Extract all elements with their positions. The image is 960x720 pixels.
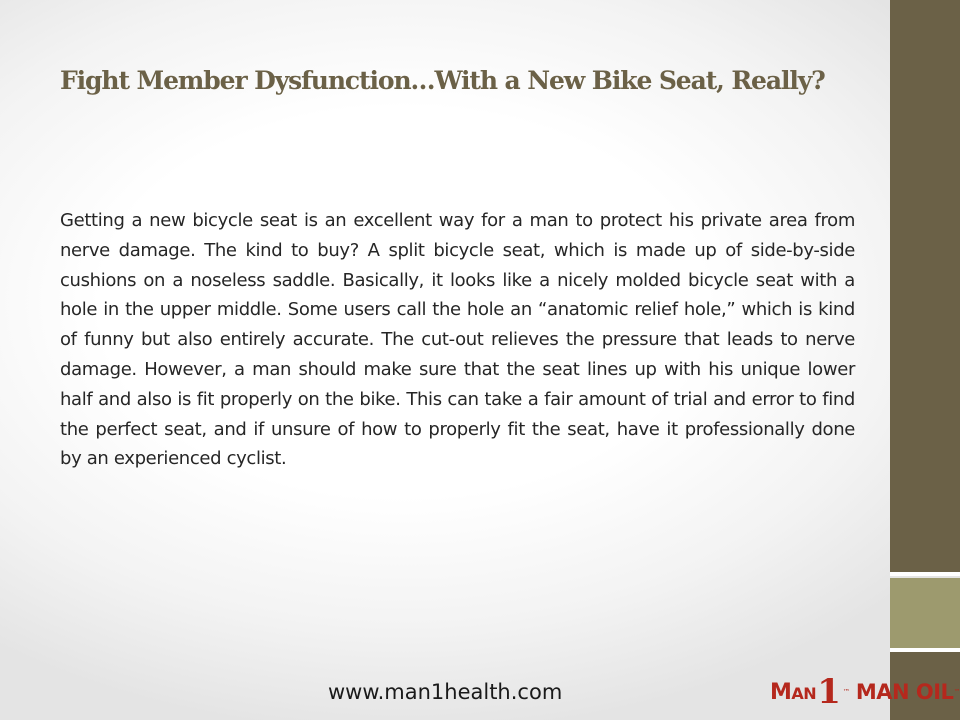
slide-title: Fight Member Dysfunction…With a New Bike Seat, Really? — [60, 66, 825, 95]
sidebar-accent-top — [890, 0, 960, 572]
slide-body-text: Getting a new bicycle seat is an excellent way for a man to protect his private area from nerve damage. The kind to buy? A split bicycle seat, which is made up of side-by-side cushions on a noseless saddle. Basically, it looks like a nicely molded bicycle seat with a hole in the upper middle. Some users call the hole an “anatomic relief hole,” which is kind of funny but also entirely accurate. The cut-out relieves the pressure that leads to nerve damage. However, a man should make sure that the seat lines up with his unique lower half and also is fit properly on the bike. This can take a fair amount of trial and error to find the perfect seat, and if unsure of how to properly fit the seat, have it professionally done by an experienced cyclist. — [60, 210, 855, 470]
sidebar-divider — [890, 572, 960, 576]
man1-man-oil-logo: MAN 1 ™ MAN OIL ™ — [770, 672, 960, 712]
sidebar-accent-middle — [890, 578, 960, 648]
footer-website-url: www.man1health.com — [328, 680, 563, 704]
